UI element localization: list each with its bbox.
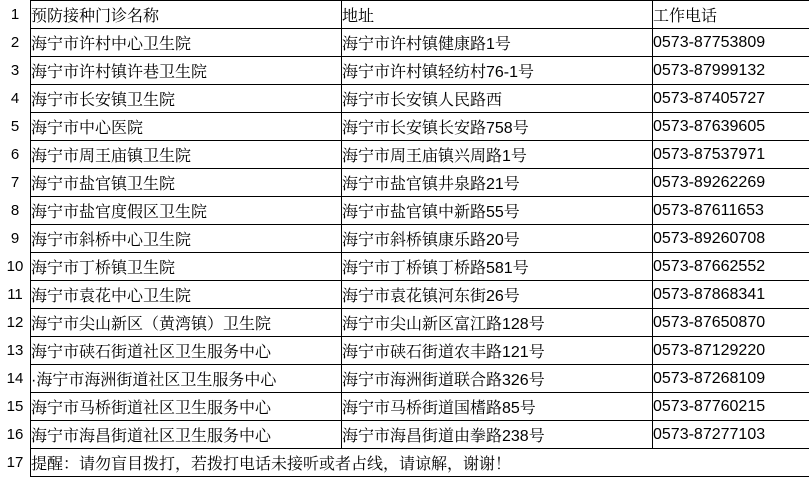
clinic-phone-cell: 0573-89260708	[653, 225, 809, 253]
table-row	[0, 309, 809, 337]
clinic-address-cell: 海宁市丁桥镇丁桥路581号	[342, 253, 653, 281]
row-number-15: 15	[0, 393, 31, 421]
row-number-14: 14	[0, 365, 31, 393]
clinic-phone-cell: 0573-87999132	[653, 57, 809, 85]
column-header-phone: 工作电话	[653, 1, 809, 29]
clinic-name-cell: 海宁市马桥街道社区卫生服务中心	[31, 393, 342, 421]
column-header-clinic-name: 预防接种门诊名称	[31, 1, 342, 29]
clinic-phone-cell: 0573-87662552	[653, 253, 809, 281]
table-row	[0, 113, 809, 141]
clinic-phone-cell: 0573-89262269	[653, 169, 809, 197]
row-number-11: 11	[0, 281, 31, 309]
row-number-2: 2	[0, 29, 31, 57]
clinic-phone-cell: 0573-87405727	[653, 85, 809, 113]
clinic-name-cell: 海宁市硖石街道社区卫生服务中心	[31, 337, 342, 365]
clinic-name-cell: 海宁市尖山新区（黄湾镇）卫生院	[31, 309, 342, 337]
clinic-address-cell: 海宁市长安镇长安路758号	[342, 113, 653, 141]
clinic-address-cell: 海宁市袁花镇河东街26号	[342, 281, 653, 309]
table-row	[0, 421, 809, 449]
table-row	[0, 29, 809, 57]
clinic-name-cell: 海宁市周王庙镇卫生院	[31, 141, 342, 169]
clinic-address-cell: 海宁市许村镇轻纺村76-1号	[342, 57, 653, 85]
table-row	[0, 393, 809, 421]
clinic-address-cell: 海宁市硖石街道农丰路121号	[342, 337, 653, 365]
clinic-address-cell: 海宁市海洲街道联合路326号	[342, 365, 653, 393]
table-row	[0, 253, 809, 281]
clinic-name-cell: 海宁市长安镇卫生院	[31, 85, 342, 113]
clinic-name-cell: 海宁市丁桥镇卫生院	[31, 253, 342, 281]
clinic-address-cell: 海宁市盐官镇中新路55号	[342, 197, 653, 225]
clinic-phone-cell: 0573-87868341	[653, 281, 809, 309]
clinic-name-cell: 海宁市袁花中心卫生院	[31, 281, 342, 309]
table-row	[0, 57, 809, 85]
table-row	[0, 225, 809, 253]
clinic-phone-cell: 0573-87537971	[653, 141, 809, 169]
table-body	[0, 1, 809, 477]
table-row	[0, 85, 809, 113]
row-number-7: 7	[0, 169, 31, 197]
clinic-address-cell: 海宁市许村镇健康路1号	[342, 29, 653, 57]
clinic-address-cell: 海宁市马桥街道国榰路85号	[342, 393, 653, 421]
row-number-5: 5	[0, 113, 31, 141]
clinic-name-cell: 海宁市中心医院	[31, 113, 342, 141]
table-row	[0, 365, 809, 393]
row-number-4: 4	[0, 85, 31, 113]
row-number-17: 17	[0, 449, 31, 477]
table-header-row	[0, 1, 809, 29]
clinic-name-cell: 海宁市盐官度假区卫生院	[31, 197, 342, 225]
reminder-note: 提醒：请勿盲目拨打，若拨打电话未接听或者占线，请谅解，谢谢！	[31, 449, 809, 477]
clinic-address-cell: 海宁市尖山新区富江路128号	[342, 309, 653, 337]
clinic-name-cell: 海宁市许村中心卫生院	[31, 29, 342, 57]
clinic-phone-cell: 0573-87129220	[653, 337, 809, 365]
table-row	[0, 169, 809, 197]
clinic-phone-cell: 0573-87753809	[653, 29, 809, 57]
clinic-phone-cell: 0573-87760215	[653, 393, 809, 421]
table-row	[0, 337, 809, 365]
table-row	[0, 197, 809, 225]
clinic-name-cell: 海宁市斜桥中心卫生院	[31, 225, 342, 253]
clinic-address-cell: 海宁市盐官镇井泉路21号	[342, 169, 653, 197]
row-number-12: 12	[0, 309, 31, 337]
clinic-name-cell: ·海宁市海洲街道社区卫生服务中心	[31, 365, 342, 393]
clinic-address-cell: 海宁市斜桥镇康乐路20号	[342, 225, 653, 253]
table-row	[0, 141, 809, 169]
row-number-10: 10	[0, 253, 31, 281]
table-row	[0, 281, 809, 309]
clinic-phone-cell: 0573-87611653	[653, 197, 809, 225]
clinic-phone-cell: 0573-87650870	[653, 309, 809, 337]
row-number-1: 1	[0, 1, 31, 29]
row-number-16: 16	[0, 421, 31, 449]
clinic-address-cell: 海宁市周王庙镇兴周路1号	[342, 141, 653, 169]
clinic-address-cell: 海宁市海昌街道由拳路238号	[342, 421, 653, 449]
clinic-address-cell: 海宁市长安镇人民路西	[342, 85, 653, 113]
row-number-6: 6	[0, 141, 31, 169]
clinic-phone-cell: 0573-87268109	[653, 365, 809, 393]
clinic-name-cell: 海宁市盐官镇卫生院	[31, 169, 342, 197]
column-header-address: 地址	[342, 1, 653, 29]
clinic-name-cell: 海宁市许村镇许巷卫生院	[31, 57, 342, 85]
clinic-name-cell: 海宁市海昌街道社区卫生服务中心	[31, 421, 342, 449]
clinic-phone-cell: 0573-87277103	[653, 421, 809, 449]
table-note-row	[0, 449, 809, 477]
row-number-9: 9	[0, 225, 31, 253]
row-number-13: 13	[0, 337, 31, 365]
row-number-8: 8	[0, 197, 31, 225]
clinic-phone-cell: 0573-87639605	[653, 113, 809, 141]
row-number-3: 3	[0, 57, 31, 85]
